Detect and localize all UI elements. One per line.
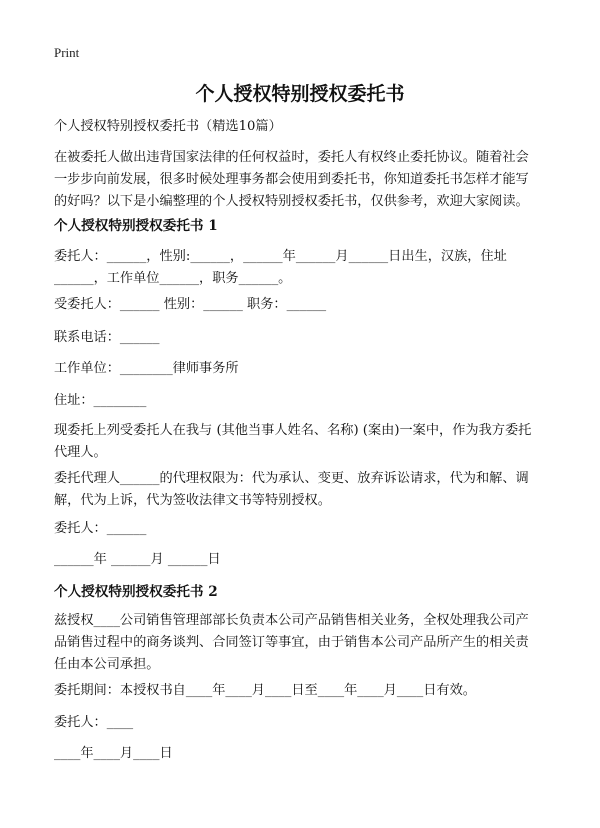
section-1-heading: 个人授权特别授权委托书 1 bbox=[54, 218, 218, 234]
date-line: ______年 ______月 ______日 bbox=[54, 552, 221, 567]
phone-line: 联系电话：______ bbox=[54, 330, 160, 345]
address-line: 住址：________ bbox=[54, 393, 147, 408]
intro-line: 的好吗？以下是小编整理的个人授权特别授权委托书，仅供参考，欢迎大家阅读。 bbox=[54, 194, 529, 209]
appointment-line: 现委托上列受委托人在我与 (其他当事人姓名、名称) (案由)一案中，作为我方委托 bbox=[54, 423, 532, 438]
workplace-line: 工作单位：________律师事务所 bbox=[54, 361, 239, 376]
appointment-paragraph bbox=[54, 420, 554, 464]
scope-line: 委托代理人______的代理权限为：代为承认、变更、放弃诉讼请求，代为和解、调 bbox=[54, 471, 529, 486]
signature-line: 委托人：____ bbox=[54, 715, 134, 730]
section-2-heading: 个人授权特别授权委托书 2 bbox=[54, 584, 218, 600]
print-link[interactable]: Print bbox=[54, 45, 80, 60]
principal-line: ______，工作单位______，职务______。 bbox=[54, 271, 292, 286]
document-subtitle: 个人授权特别授权委托书（精选10篇） bbox=[54, 119, 282, 134]
intro-line: 在被委托人做出违背国家法律的任何权益时，委托人有权终止委托协议。随着社会 bbox=[54, 150, 529, 165]
intro-paragraph bbox=[54, 147, 554, 213]
date-line: ____年____月____日 bbox=[54, 746, 173, 761]
intro-line: 一步步向前发展，很多时候处理事务都会使用到委托书，你知道委托书怎样才能写 bbox=[54, 172, 529, 187]
authorization-paragraph bbox=[54, 610, 554, 676]
authorization-line: 任由本公司承担。 bbox=[54, 657, 160, 672]
agent-line: 受委托人：______ 性别：______ 职务：______ bbox=[54, 297, 327, 312]
principal-line: 委托人：______，性别:______，______年______月______日出生，汉族，住址 bbox=[54, 249, 507, 264]
authorization-line: 兹授权____公司销售管理部部长负责本公司产品销售相关业务，全权处理我公司产 bbox=[54, 613, 529, 628]
page-title: 个人授权特别授权委托书 bbox=[195, 83, 405, 105]
appointment-line: 代理人。 bbox=[54, 445, 107, 460]
authorization-line: 品销售过程中的商务谈判、合同签订等事宜，由于销售本公司产品所产生的相关责 bbox=[54, 635, 529, 650]
signature-line: 委托人：______ bbox=[54, 521, 147, 536]
principal-paragraph bbox=[54, 246, 554, 290]
period-line: 委托期间：本授权书自____年____月____日至____年____月____日有效。 bbox=[54, 683, 476, 698]
authority-scope-paragraph bbox=[54, 468, 554, 512]
scope-line: 解，代为上诉，代为签收法律文书等特别授权。 bbox=[54, 493, 331, 508]
